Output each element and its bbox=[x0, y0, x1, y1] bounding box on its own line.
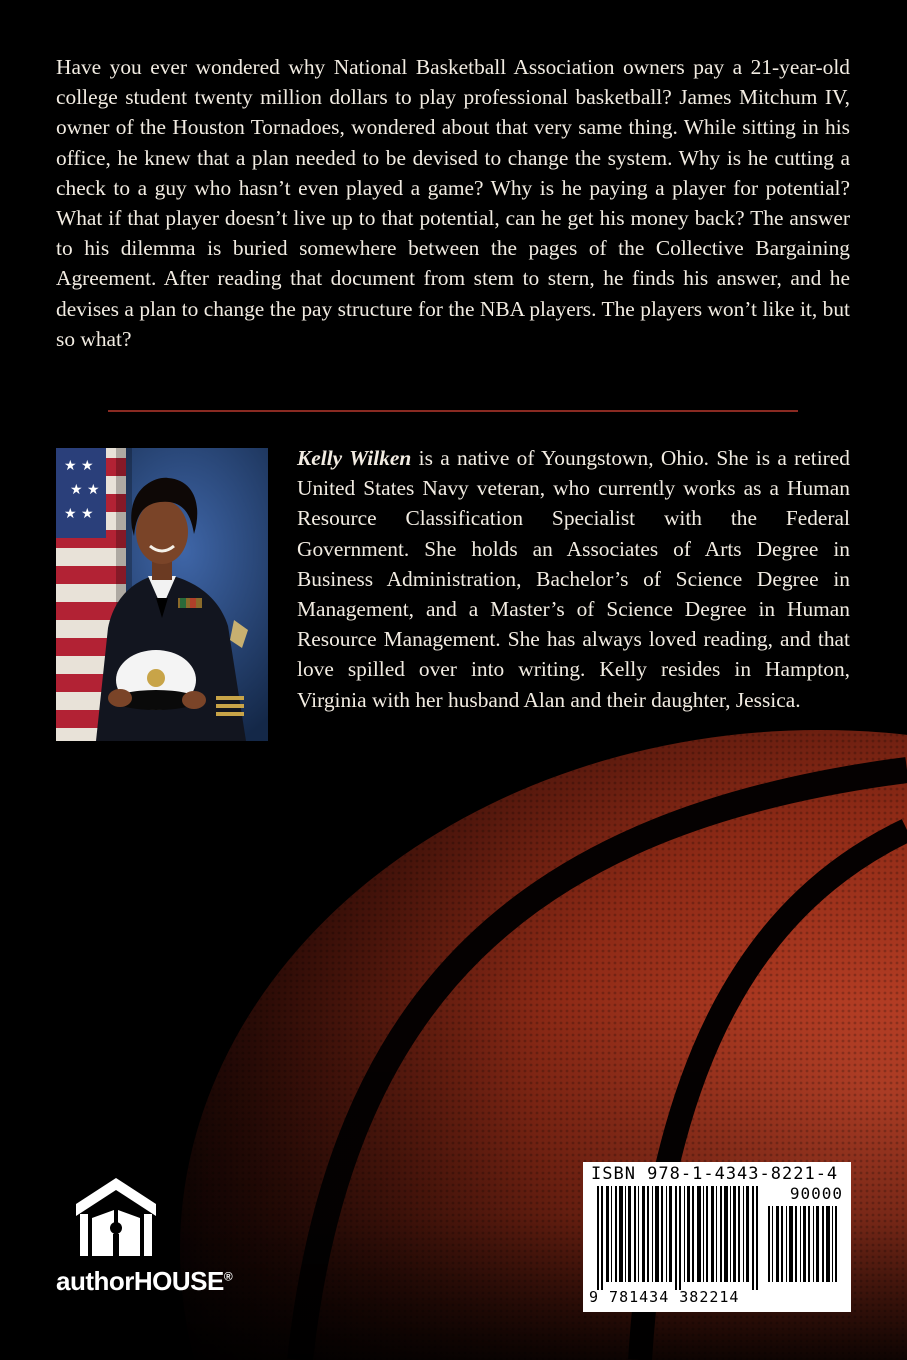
author-photo bbox=[56, 448, 268, 741]
author-name: Kelly Wilken bbox=[297, 446, 412, 470]
house-book-icon bbox=[56, 1170, 176, 1262]
price-barcode-bars bbox=[768, 1206, 838, 1282]
author-bio bbox=[297, 443, 850, 715]
barcode-bars bbox=[597, 1186, 762, 1290]
svg-text:★ ★: ★ ★ bbox=[64, 458, 94, 474]
price-code: 90000 bbox=[789, 1184, 843, 1203]
svg-text:★ ★: ★ ★ bbox=[70, 482, 100, 498]
publisher-name: authorHOUSE® bbox=[56, 1266, 233, 1296]
author-bio-text: is a native of Youngstown, Ohio. She is a retired United States Navy veteran, who currently works as a Human Resource Classification Specialist with the Federal Government. She holds an Associates of Arts Degree in Business Administration, Bachelor’s of Science Degree in Management, and a Master’s of Science Degree in Human Resource Management. She has always loved reading, and that love spilled over into writing. Kelly resides in Hampton, Virginia with her husband Alan and their daughter, Jessica. bbox=[297, 446, 850, 712]
section-divider bbox=[108, 410, 798, 412]
publisher-logo bbox=[56, 1170, 256, 1300]
isbn-text: ISBN 978-1-4343-8221-4 bbox=[591, 1164, 839, 1184]
barcode-digits: 9 781434 382214 bbox=[589, 1288, 740, 1306]
isbn-barcode bbox=[583, 1162, 851, 1312]
book-blurb: Have you ever wondered why National Basketball Association owners pay a 21-year-old college student twenty million dollars to play professional basketball? James Mitchum IV, owner of the Houston Tornadoes, wondered about that very same thing. While sitting in his office, he knew that a plan needed to be devised to change the system. Why is he cutting a check to a guy who hasn’t even played a game? Why is he paying a player for potential? What if that player doesn’t live up to that potential, can he get his money back? The answer to his dilemma is buried somewhere between the pages of the Collective Bargaining Agreement. After reading that document from stem to stern, he finds his answer, and he devises a plan to change the pay structure for the NBA players. The players won’t like it, but so what? bbox=[56, 55, 850, 351]
svg-text:★ ★: ★ ★ bbox=[64, 506, 94, 522]
